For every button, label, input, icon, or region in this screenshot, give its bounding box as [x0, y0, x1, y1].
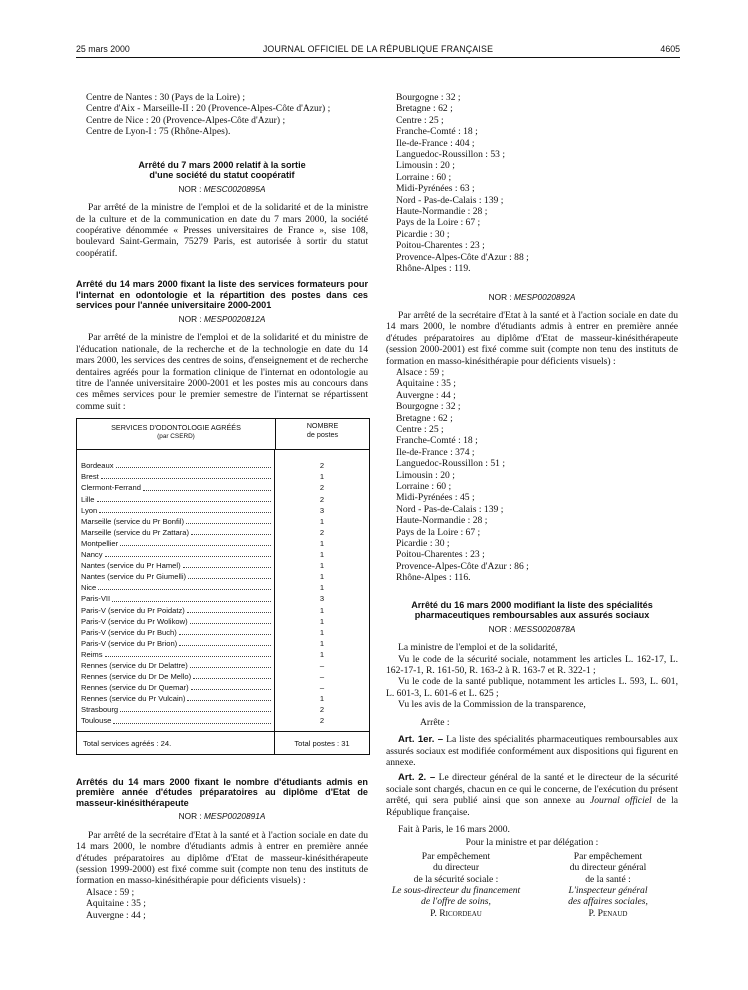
dot-leader — [143, 482, 271, 490]
arrete-specialites-pharmaceutiques — [386, 600, 678, 920]
table-row — [81, 593, 274, 604]
dot-leader — [120, 704, 271, 712]
list-item: Provence-Alpes-Côte d'Azur : 86 ; — [396, 560, 529, 572]
service-name: Montpellier — [81, 538, 119, 548]
list-item: Ile-de-France : 404 ; — [396, 137, 475, 149]
table-row — [81, 538, 274, 549]
table-row — [81, 638, 274, 649]
dot-leader — [186, 516, 271, 524]
list-item: Franche-Comté : 18 ; — [396, 435, 478, 447]
postes-value: 1 — [319, 616, 325, 626]
article-2: Art. 2. – Le directeur général de la santé et le directeur de la sécurité sociale sont chargés, chacun en ce qui le concerne, de l'exécution du présent arrêté, qui sera publié ainsi que son annexe au Journal officiel de la République française. — [386, 772, 678, 818]
list-item: Poitou-Charentes : 23 ; — [396, 549, 485, 561]
postes-value: 1 — [319, 694, 325, 704]
table-row — [81, 660, 274, 671]
dot-leader — [190, 660, 271, 668]
list-item: Nord - Pas-de-Calais : 139 ; — [396, 194, 504, 206]
postes-value: 1 — [319, 472, 325, 482]
visa-commission: Vu les avis de la Commission de la transparence, — [398, 699, 586, 711]
page-header — [76, 44, 680, 58]
postes-value: 3 — [319, 594, 325, 604]
column-header-postes: de postes — [306, 429, 339, 439]
arrete-text: Par arrêté de la secrétaire d'Etat à la santé et à l'action sociale en date du 14 mars 2000, le nombre d'étudiants admis à entrer en première année d'études préparatoires au diplôme d'Etat de masseur-kinésithérapeute (session 2000-2001) est fixé comme suit (compte non tenu des instituts de formation en masso-kinésithérapie pour déficients visuels) : — [386, 309, 678, 367]
table-row — [81, 482, 274, 493]
postes-value: 1 — [319, 605, 325, 615]
list-item: Midi-Pyrénées : 45 ; — [396, 492, 475, 504]
service-name: Nantes (service du Pr Giumelli) — [81, 572, 187, 582]
dot-leader — [190, 616, 271, 624]
signatory-name: P. Ricordeau — [430, 907, 482, 919]
list-item: Centre de Nice : 20 (Provence-Alpes-Côte d'Azur) ; — [86, 114, 286, 126]
arrete-title: Arrêtés du 14 mars 2000 fixant le nombre d'étudiants admis en première année d'études préparatoires au diplôme d'Etat de masseur-kinésithérapeute — [76, 776, 368, 808]
header-journal-title: JOURNAL OFFICIEL DE LA RÉPUBLIQUE FRANÇAISE — [262, 44, 494, 54]
postes-value: 1 — [319, 516, 325, 526]
service-name: Marseille (service du Pr Bonfil) — [81, 516, 184, 526]
service-name: Marseille (service du Pr Zattara) — [81, 527, 190, 537]
service-name: Toulouse — [81, 716, 112, 726]
postes-value: 1 — [319, 538, 325, 548]
list-item: Lorraine : 60 ; — [396, 481, 452, 492]
list-item: Centre de Lyon-I : 75 (Rhône-Alpes). — [86, 126, 231, 138]
delegation-line: Pour la ministre et par délégation : — [465, 837, 599, 849]
dot-leader — [105, 549, 271, 557]
list-item: Centre de Nantes : 30 (Pays de la Loire) ; — [86, 92, 246, 103]
service-name: Strasbourg — [81, 705, 119, 715]
list-item: Bretagne : 62 ; — [396, 412, 453, 424]
table-row — [81, 671, 274, 682]
postes-value: – — [319, 683, 325, 693]
list-item: Lorraine : 60 ; — [396, 171, 452, 183]
service-name: Bordeaux — [81, 461, 114, 471]
service-name: Rennes (service du Dr Delattre) — [81, 660, 188, 670]
arrete-text: Par arrêté de la secrétaire d'Etat à la santé et à l'action sociale en date du 14 mars 2000, le nombre d'étudiants admis à entrer en première année d'études préparatoires au diplôme d'Etat de masseur-kinésithérapeute (session 1999-2000) est fixé comme suit (compte non tenu des instituts de formation en masso-kinésithérapie pour déficients visuels) : — [76, 829, 368, 887]
table-row — [81, 505, 274, 516]
centres-list — [76, 92, 368, 138]
arrete-title: Arrêté du 14 mars 2000 fixant la liste des services formateurs pour l'internat en odontologie et la répartition des postes dans ces services pour l'année universitaire 2000-2001 — [76, 279, 368, 311]
table-row — [81, 549, 274, 560]
postes-value: 2 — [319, 716, 325, 726]
postes-value: 2 — [319, 527, 325, 537]
arrete-text: Par arrêté de la ministre de l'emploi et de la solidarité et du ministre de l'éducation nationale, de la recherche et de la technologie en date du 14 mars 2000, les services des centres de soins, d'enseignement et de recherche dentaires agréés pour la formation clinique de l'internat en odontologie au titre de l'année universitaire 2000-2001 et les postes mis au concours dans ces mêmes services pour le premier semestre de l'internat se répartissent comme suit : — [76, 332, 368, 412]
total-postes: Total postes : 31 — [294, 738, 350, 748]
list-item: Auvergne : 44 ; — [86, 909, 146, 921]
service-name: Paris-V (service du Pr Poidatz) — [81, 605, 185, 615]
list-item: Picardie : 30 ; — [396, 538, 450, 550]
list-item: Aquitaine : 35 ; — [396, 378, 456, 390]
postes-value: – — [319, 660, 325, 670]
list-item: Bourgogne : 32 ; — [396, 401, 461, 413]
service-name: Paris-V (service du Pr Brion) — [81, 638, 178, 648]
signature-block-1: Par empêchement du directeur de la sécurité sociale : Le sous-directeur du financement de l'offre de soins, P. Ricordeau — [386, 851, 526, 919]
list-item: Languedoc-Roussillon : 51 ; — [396, 458, 505, 470]
visa-code-securite-sociale: Vu le code de la sécurité sociale, notamment les articles L. 162-17, L. 162-17-1, R. 161-50, R. 163-2 à R. 163-7 et R. 322-1 ; — [386, 653, 678, 677]
table-row — [81, 560, 274, 571]
dot-leader — [105, 649, 271, 657]
table-row — [81, 693, 274, 704]
arrete-title: Arrêté du 16 mars 2000 modifiant la liste des spécialités pharmaceutiques remboursables aux assurés sociaux — [411, 599, 653, 621]
postes-value: 2 — [319, 483, 325, 493]
dot-leader — [112, 593, 271, 601]
list-item: Centre : 25 ; — [396, 114, 444, 126]
table-row — [81, 682, 274, 693]
arrete-text: Par arrêté de la ministre de l'emploi et de la solidarité et de la ministre de la culture et de la communication en date du 7 mars 2000, la société coopérative dénommée « Presses universitaires de France », sise 108, boulevard Saint-Germain, 75279 Paris, est autorisée à sortir du statut coopératif. — [76, 202, 368, 259]
table-row — [81, 627, 274, 638]
region-list-1999 — [386, 92, 678, 275]
postes-value: 1 — [319, 649, 325, 659]
dot-leader — [113, 715, 271, 723]
header-date: 25 mars 2000 — [76, 44, 130, 54]
table-row — [81, 649, 274, 660]
postes-value: 2 — [319, 461, 325, 471]
service-name: Reims — [81, 649, 103, 659]
postes-value: 1 — [319, 627, 325, 637]
dot-leader — [188, 571, 271, 579]
list-item: Haute-Normandie : 28 ; — [396, 515, 488, 527]
list-item: Franche-Comté : 18 ; — [396, 126, 478, 138]
dot-leader — [101, 471, 271, 479]
postes-value: 1 — [319, 572, 325, 582]
service-name: Brest — [81, 472, 99, 482]
list-item: Bretagne : 62 ; — [396, 103, 453, 115]
table-footer — [77, 731, 369, 754]
signatures — [386, 851, 678, 919]
list-item: Centre : 25 ; — [396, 423, 444, 435]
table-row — [81, 605, 274, 616]
postes-value: 2 — [319, 494, 325, 504]
nor-reference: NOR : MESC0020895A — [178, 183, 266, 194]
list-item: Midi-Pyrénées : 63 ; — [396, 183, 475, 195]
nor-reference: NOR : MESP0020892A — [488, 291, 576, 302]
table-row — [81, 704, 274, 715]
list-item: Pays de la Loire : 67 ; — [396, 526, 481, 538]
signature-block-2: Par empêchement du directeur général de la santé : L'inspecteur général des affaires sociales, P. Penaud — [538, 851, 678, 919]
nor-reference: NOR : MESP0020891A — [178, 811, 266, 822]
total-services: Total services agréés : 24. — [77, 732, 275, 754]
services-table — [76, 418, 370, 754]
table-row — [81, 571, 274, 582]
postes-value: 1 — [319, 638, 325, 648]
list-item: Picardie : 30 ; — [396, 228, 450, 240]
dot-leader — [183, 560, 271, 568]
dot-leader — [179, 638, 271, 646]
column-header-services: SERVICES D'ODONTOLOGIE AGRÉÉS — [111, 423, 241, 433]
service-name: Rennes (service du Pr Vulcain) — [81, 694, 186, 704]
table-row — [81, 582, 274, 593]
signatory-name: P. Penaud — [588, 907, 628, 919]
fait-a-paris: Fait à Paris, le 16 mars 2000. — [398, 823, 510, 835]
dot-leader — [191, 682, 271, 690]
service-name: Paris-V (service du Pr Wolikow) — [81, 616, 188, 626]
table-row — [81, 460, 274, 471]
postes-value: 1 — [319, 583, 325, 593]
arrete-word: Arrête : — [420, 716, 450, 728]
region-list — [76, 887, 368, 921]
list-item: Limousin : 20 ; — [396, 469, 455, 481]
header-rule — [76, 57, 680, 58]
postes-value: 3 — [319, 505, 325, 515]
service-name: Rennes (service du Dr Quemar) — [81, 683, 189, 693]
arrete-title: Arrêté du 7 mars 2000 relatif à la sortie d'une société du statut coopératif — [138, 159, 306, 181]
dot-leader — [120, 538, 271, 546]
postes-value: 2 — [319, 705, 325, 715]
article-1: Art. 1er. – La liste des spécialités pharmaceutiques remboursables aux assurés sociaux est modifiée conformément aux dispositions qui figurent en annexe. — [386, 734, 679, 768]
dot-leader — [116, 460, 271, 468]
dot-leader — [98, 582, 271, 590]
table-row — [81, 516, 274, 527]
region-list-2000 — [386, 367, 678, 584]
dot-leader — [187, 605, 271, 613]
table-row — [81, 471, 274, 482]
arrete-sortie-statut — [76, 160, 368, 260]
arretes-masseur-kinesitherapeute — [76, 777, 368, 921]
list-item: Limousin : 20 ; — [396, 160, 455, 172]
service-name: Paris-VII — [81, 594, 111, 604]
list-item: Aquitaine : 35 ; — [86, 898, 146, 910]
postes-value: 1 — [319, 561, 325, 571]
header-page-number: 4605 — [660, 44, 680, 54]
list-item: Auvergne : 44 ; — [396, 389, 456, 401]
service-name: Nancy — [81, 550, 103, 560]
dot-leader — [193, 671, 271, 679]
list-item: Poitou-Charentes : 23 ; — [396, 240, 485, 252]
list-item: Haute-Normandie : 28 ; — [396, 206, 488, 218]
list-item: Bourgogne : 32 ; — [396, 92, 461, 103]
list-item: Languedoc-Roussillon : 53 ; — [396, 149, 505, 161]
service-name: Nantes (service du Pr Hamel) — [81, 561, 181, 571]
list-item: Alsace : 59 ; — [86, 886, 135, 898]
list-item: Ile-de-France : 374 ; — [396, 446, 475, 458]
table-header — [77, 419, 369, 450]
ministre-line: La ministre de l'emploi et de la solidarité, — [398, 642, 558, 654]
dot-leader — [179, 627, 271, 635]
service-name: Paris-V (service du Pr Buch) — [81, 627, 177, 637]
list-item: Provence-Alpes-Côte d'Azur : 88 ; — [396, 251, 529, 263]
table-row — [81, 616, 274, 627]
dot-leader — [187, 693, 271, 701]
left-column — [76, 92, 368, 921]
table-body — [77, 450, 369, 730]
arrete-services-odontologie — [76, 279, 368, 754]
list-item: Centre d'Aix - Marseille-II : 20 (Provence-Alpes-Côte d'Azur) ; — [86, 103, 331, 115]
postes-value: 1 — [319, 550, 325, 560]
list-item: Rhône-Alpes : 119. — [396, 263, 471, 275]
dot-leader — [97, 494, 271, 502]
nor-reference: NOR : MESP0020812A — [178, 314, 266, 325]
dot-leader — [99, 505, 271, 513]
service-name: Lyon — [81, 505, 98, 515]
nor-reference: NOR : MESS0020878A — [488, 623, 576, 634]
table-row — [81, 715, 274, 726]
service-name: Rennes (service du Dr De Mello) — [81, 672, 192, 682]
list-item: Pays de la Loire : 67 ; — [396, 217, 481, 229]
arrete-text — [386, 642, 678, 710]
table-row — [81, 527, 274, 538]
table-row — [81, 494, 274, 505]
list-item: Rhône-Alpes : 116. — [396, 572, 471, 584]
dot-leader — [191, 527, 271, 535]
column-subheader: (par CSERD) — [157, 432, 195, 440]
service-name: Clermont-Ferrand — [81, 483, 141, 493]
postes-value: – — [319, 672, 325, 682]
list-item: Alsace : 59 ; — [396, 366, 445, 378]
right-column — [386, 92, 678, 919]
service-name: Lille — [81, 494, 95, 504]
visa-code-sante-publique: Vu le code de la santé publique, notamment les articles L. 593, L. 601, L. 601-3, L. 601-6 et L. 625 ; — [386, 676, 678, 699]
list-item: Nord - Pas-de-Calais : 139 ; — [396, 503, 504, 515]
service-name: Nice — [81, 583, 97, 593]
column-header-nombre: NOMBRE — [306, 421, 339, 431]
